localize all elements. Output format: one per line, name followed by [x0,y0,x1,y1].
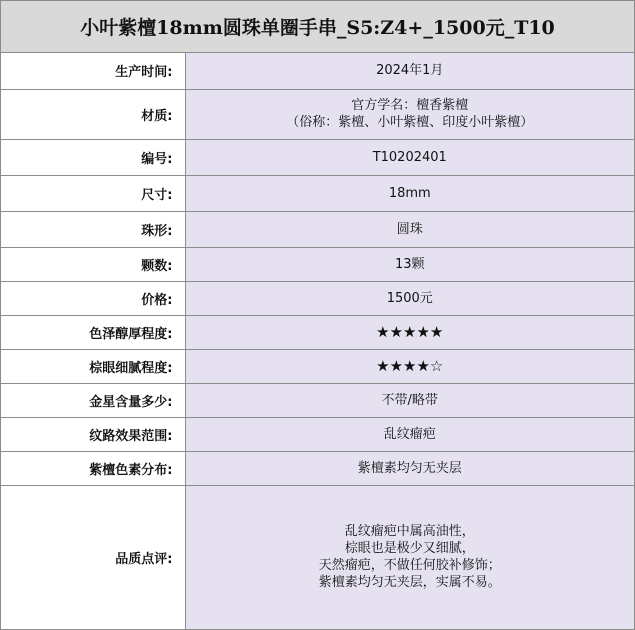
row-value [185,417,634,451]
row-label: 材质: [1,89,185,139]
table-row-material [1,89,634,139]
table-row-pore-fineness [1,349,634,383]
table-row-gold-star-content [1,383,634,417]
table-row-quality-review [1,485,634,629]
value-line: 18mm [388,185,431,201]
row-value [185,281,634,315]
row-value [185,349,634,383]
row-label: 尺寸: [1,175,185,211]
row-label: 金星含量多少: [1,383,185,417]
row-value [185,383,634,417]
value-line: T10202401 [372,149,447,165]
value-line: 紫檀素均匀无夹层，实属不易。 [318,575,501,590]
value-line: 不带/略带 [381,392,438,408]
row-label: 价格: [1,281,185,315]
row-label: 紫檀色素分布: [1,451,185,485]
row-value [185,247,634,281]
value-line: 天然瘤疤，不做任何胶补修饰； [318,558,501,573]
star-rating: ★★★★☆ [376,356,444,375]
value-line: 棕眼也是极少又细腻， [344,541,475,556]
spec-table [1,53,634,630]
row-value [185,211,634,247]
row-value [185,139,634,175]
table-row-color-richness [1,315,634,349]
table-row-size [1,175,634,211]
row-value [185,315,634,349]
value-line: 13颗 [394,256,425,272]
row-label: 颗数: [1,247,185,281]
table-row-production-date [1,53,634,89]
star-rating: ★★★★★ [376,322,444,341]
table-row-bead-count [1,247,634,281]
row-label: 编号: [1,139,185,175]
row-label: 纹路效果范围: [1,417,185,451]
row-label: 色泽醇厚程度: [1,315,185,349]
row-value [185,89,634,139]
row-value [185,451,634,485]
table-row-serial-number [1,139,634,175]
value-line: 2024年1月 [376,63,444,79]
row-label: 生产时间: [1,53,185,89]
sheet-title: 小叶紫檀18mm圆珠单圈手串_S5:Z4+_1500元_T10 [1,1,634,53]
row-value [185,485,634,629]
row-label: 棕眼细腻程度: [1,349,185,383]
row-label: 品质点评: [1,485,185,629]
value-line: （俗称：紫檀、小叶紫檀、印度小叶紫檀） [286,115,534,130]
row-label: 珠形: [1,211,185,247]
value-line: 乱纹瘤疤 [383,426,436,442]
table-row-bead-shape [1,211,634,247]
table-row-price [1,281,634,315]
value-line: 圆珠 [396,221,423,237]
table-row-pigment-distribution [1,451,634,485]
row-value [185,53,634,89]
table-row-grain-pattern [1,417,634,451]
value-line: 官方学名：檀香紫檀 [351,98,469,113]
row-value [185,175,634,211]
value-line: 乱纹瘤疤中属高油性， [344,524,475,539]
value-line: 紫檀素均匀无夹层 [357,460,462,476]
value-line: 1500元 [386,290,433,306]
